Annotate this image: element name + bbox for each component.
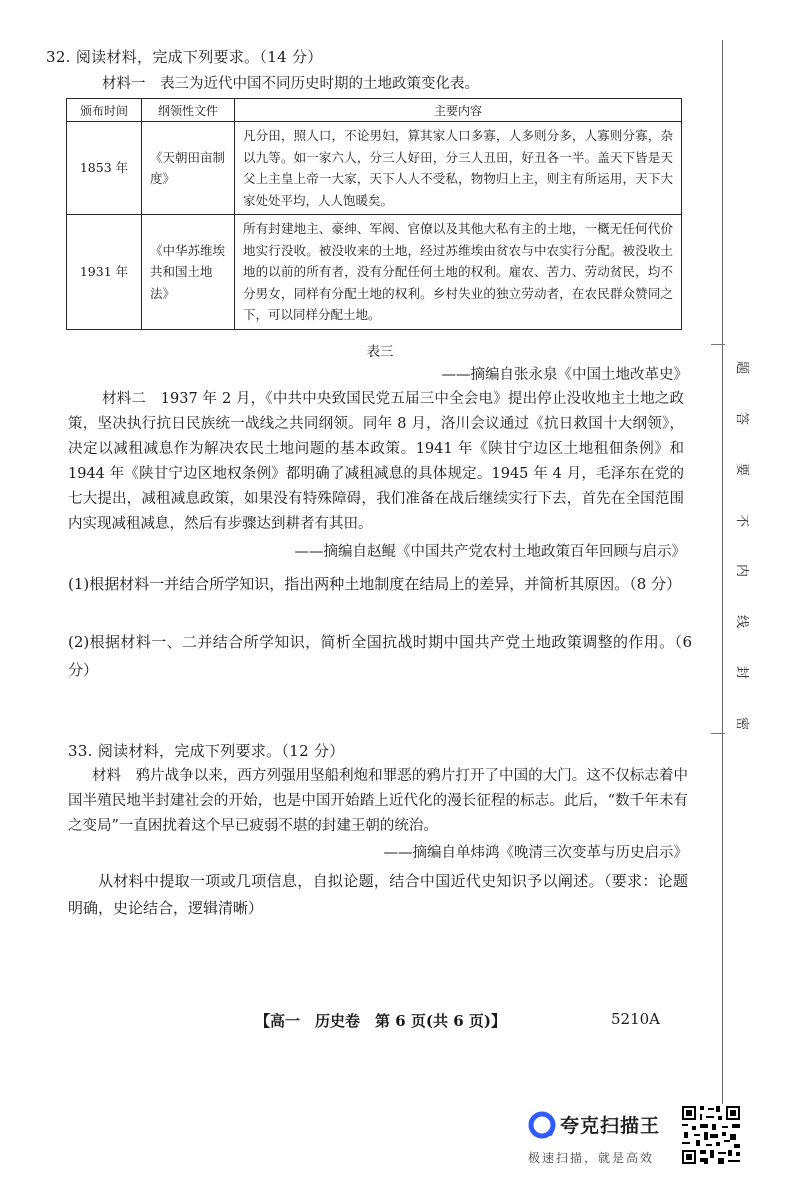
table-header-doc: 纲领性文件: [142, 99, 235, 122]
table-cell-time: 1931 年: [67, 215, 142, 330]
notice-char: 封: [734, 666, 750, 680]
q32-material2: 材料二 1937 年 2 月，《中共中央致国民党五届三中全会电》提出停止没收地主土地之政策，坚决执行抗日民族统一战线之共同纲领。同年 8 月，洛川会议通过《抗日救国十大纲领》，决定以减租减息作为解决农民土地问题的基本政策。1941 年《陕甘宁边区土地租佃条例》和 1944 年《陕甘宁边区地权条例》都明确了减租减息的具体规定。1945 年 4 月，毛泽东在党的七大提出，减租减息政策，如果没有特殊障碍，我们准备在战后继续实行下去，首先在全国范围内实现减租减息，然后有步骤达到耕者有其田。: [68, 391, 684, 532]
q33-task: 从材料中提取一项或几项信息，自拟论题，结合中国近代史知识予以阐述。（要求：论题明确，史论结合，逻辑清晰）: [68, 872, 688, 917]
q32-material1-intro: 材料一 表三为近代中国不同历史时期的土地政策变化表。: [102, 76, 479, 92]
table-caption: 表三: [366, 344, 394, 360]
seal-line-notice: [733, 358, 755, 733]
notice-char: 不: [734, 513, 750, 527]
q32-subquestion-2: (2)根据材料一、二并结合所学知识，简析全国抗战时期中国共产党土地政策调整的作用。（6 分）: [68, 633, 692, 679]
notice-char: 题: [734, 360, 750, 375]
land-policy-table: [66, 98, 682, 330]
table-cell-content: 凡分田，照人口，不论男妇，算其家人口多寡，人多则分多，人寡则分寡，杂以九等。如一家六人，分三人好田，分三人丑田，好丑各一半。盖天下皆是天父上主皇上帝一大家，天下人人不受私，物物归上主，则主有所运用，天下大家处处平均，人人饱暖矣。: [235, 122, 682, 215]
q32-source1: ——摘编自张永泉《中国土地改革史》: [441, 367, 688, 383]
qr-code-icon: [680, 1104, 742, 1166]
quark-logo-icon: [528, 1111, 556, 1139]
notice-char: 密: [734, 716, 750, 730]
binding-mark-bottom: [711, 733, 725, 734]
watermark-brand: 夸克扫描王: [560, 1115, 661, 1137]
table-cell-content: 所有封建地主、豪绅、军阀、官僚以及其他大私有主的土地，一概无任何代价地实行没收。被没收来的土地，经过苏维埃由贫农与中农实行分配。被没收土地的以前的所有者，没有分配任何土地的权利。雇农、苦力、劳动贫民，均不分男女，同样有分配土地的权利。乡村失业的独立劳动者，在农民群众赞同之下，可以同样分配土地。: [235, 215, 682, 330]
table-header-time: 颁布时间: [67, 99, 142, 122]
q33-material: 材料 鸦片战争以来，西方列强用坚船利炮和罪恶的鸦片打开了中国的大门。这不仅标志着中国半殖民地半封建社会的开始，也是中国开始踏上近代化的漫长征程的标志。此后，“数千年未有之变局”一直困扰着这个早已疲弱不堪的封建王朝的统治。: [68, 768, 688, 834]
binding-mark-top: [711, 344, 725, 345]
watermark-slogan: 极速扫描，就是高效: [528, 1151, 655, 1165]
binding-line: [722, 40, 723, 1130]
notice-char: 要: [734, 462, 750, 476]
notice-char: 答: [734, 411, 750, 425]
table-cell-doc: 《天朝田亩制度》: [142, 122, 235, 215]
q32-source2: ——摘编自赵鲲《中国共产党农村土地政策百年回顾与启示》: [294, 544, 686, 560]
table-row: [67, 215, 682, 330]
q33-heading: 33. 阅读材料，完成下列要求。（12 分）: [68, 742, 345, 760]
table-header-row: [67, 99, 682, 122]
notice-char: 线: [734, 615, 750, 629]
table-cell-time: 1853 年: [67, 122, 142, 215]
footer-code: 5210A: [611, 1010, 661, 1028]
q32-subquestion-1: (1)根据材料一并结合所学知识，指出两种土地制度在结局上的差异，并简析其原因。（8 分）: [68, 575, 682, 593]
q32-heading: 32. 阅读材料，完成下列要求。（14 分）: [46, 48, 323, 66]
table-row: [67, 122, 682, 215]
footer-label: 【高一 历史卷 第 6 页(共 6 页)】: [255, 1012, 506, 1030]
table-header-content: 主要内容: [235, 99, 682, 122]
table-cell-doc: 《中华苏维埃共和国土地法》: [142, 215, 235, 330]
q33-source: ——摘编自单炜鸿《晚清三次变革与历史启示》: [383, 845, 688, 861]
notice-char: 内: [734, 564, 750, 578]
